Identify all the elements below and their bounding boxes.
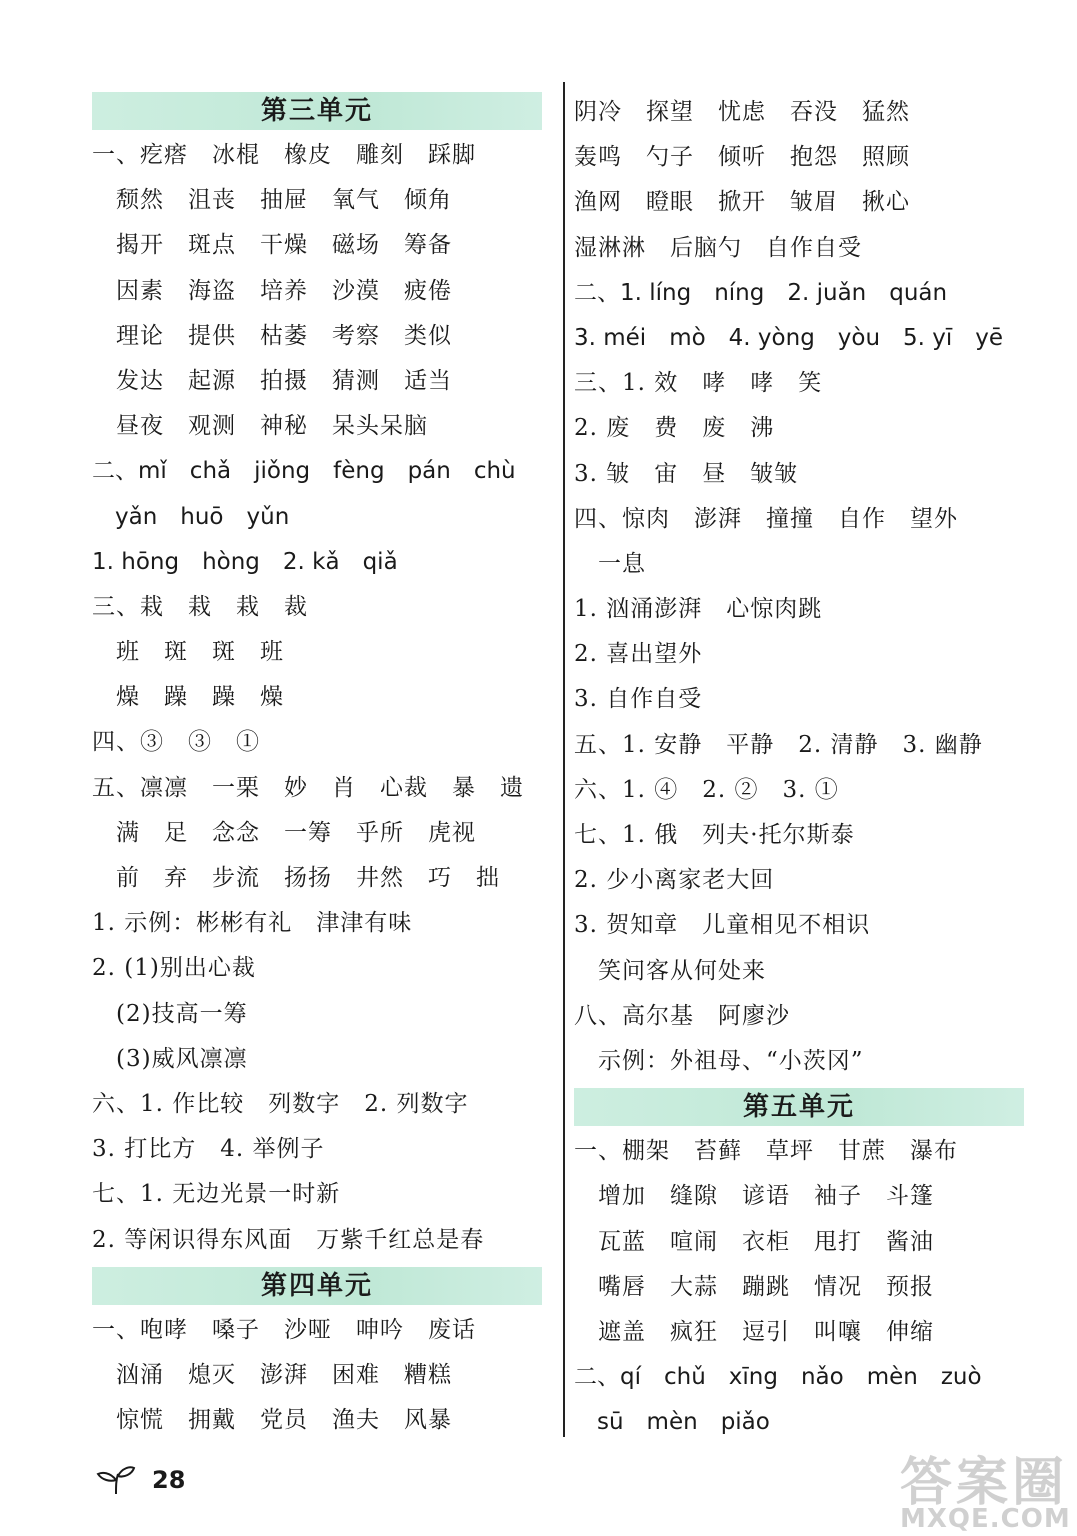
answer-line: 3. 打比方 4. 举例子 bbox=[92, 1136, 325, 1163]
answer-line: 八、高尔基 阿廖沙 bbox=[574, 1002, 790, 1029]
answer-line: 三、栽 栽 栽 裁 bbox=[92, 593, 308, 620]
answer-line: 燥 躁 躁 燥 bbox=[92, 684, 284, 711]
answer-line: 轰鸣 勺子 倾听 抱怨 照顾 bbox=[574, 144, 910, 171]
answer-line: 一、咆哮 嗓子 沙哑 呻吟 废话 bbox=[92, 1316, 476, 1343]
answer-line: (3)威风凛凛 bbox=[92, 1045, 248, 1072]
watermark-main: 答案圈 bbox=[900, 1453, 1069, 1513]
answer-line: 四、惊肉 澎湃 撞撞 自作 望外 bbox=[574, 505, 958, 532]
answer-line: 3. 皱 宙 昼 皱皱 bbox=[574, 460, 799, 487]
answer-line: 前 弃 步流 扬扬 井然 巧 拙 bbox=[92, 865, 500, 891]
answer-line: 五、1. 安静 平静 2. 清静 3. 幽静 bbox=[574, 731, 983, 758]
answer-line: 3. 贺知章 儿童相见不相识 bbox=[574, 912, 871, 939]
watermark-sub: MXQE.COM bbox=[900, 1504, 1071, 1534]
answer-line: 湿淋淋 后脑勺 自作自受 bbox=[574, 234, 862, 261]
sprout-icon bbox=[96, 1464, 136, 1496]
answer-line: 七、1. 俄 列夫·托尔斯泰 bbox=[574, 822, 855, 848]
answer-line: 汹涌 熄灭 澎湃 困难 糟糕 bbox=[92, 1361, 452, 1388]
answer-line: 颓然 沮丧 抽屉 氧气 倾角 bbox=[92, 187, 452, 214]
answer-line: 六、1. ④ 2. ② 3. ① bbox=[574, 776, 839, 803]
answer-line: 二、1. líng níng 2. juǎn quán bbox=[574, 279, 948, 306]
answer-line: 瓦蓝 喧闹 衣柜 甩打 酱油 bbox=[574, 1228, 934, 1255]
answer-line: yǎn huō yǔn bbox=[92, 503, 290, 530]
answer-line: 一、疙瘩 冰棍 橡皮 雕刻 踩脚 bbox=[92, 142, 476, 168]
answer-line: 理论 提供 枯萎 考察 类似 bbox=[92, 322, 452, 349]
answer-line: 1. 示例：彬彬有礼 津津有味 bbox=[92, 910, 413, 937]
answer-line: 惊慌 拥戴 党员 渔夫 风暴 bbox=[92, 1407, 452, 1434]
answer-line: 遮盖 疯狂 逗引 叫嚷 伸缩 bbox=[574, 1318, 934, 1345]
answer-line: 2. 等闲识得东风面 万紫千红总是春 bbox=[92, 1226, 485, 1253]
answer-line: 昼夜 观测 神秘 呆头呆脑 bbox=[92, 413, 428, 440]
answer-line: 2. 喜出望外 bbox=[574, 641, 703, 668]
page-number: 28 bbox=[152, 1466, 186, 1494]
answer-line: 一、棚架 苔藓 草坪 甘蔗 瀑布 bbox=[574, 1138, 958, 1165]
answer-line: sū mèn piǎo bbox=[574, 1409, 770, 1436]
answer-line: 因素 海盗 培养 沙漠 疲倦 bbox=[92, 277, 452, 304]
answer-line: 2. 废 费 废 沸 bbox=[574, 415, 775, 442]
answer-line: 阴冷 探望 忧虑 吞没 猛然 bbox=[574, 99, 910, 125]
answer-line: 五、凛凛 一栗 妙 肖 心裁 暴 遗 bbox=[92, 774, 524, 801]
answer-line: 班 斑 斑 班 bbox=[92, 639, 284, 666]
answer-line: 1. hōng hòng 2. kǎ qiǎ bbox=[92, 548, 398, 575]
answer-line: 满 足 念念 一筹 乎所 虎视 bbox=[92, 819, 476, 846]
unit-heading: 第四单元 bbox=[92, 1267, 542, 1305]
answer-line: 示例：外祖母、“小茨冈” bbox=[574, 1047, 864, 1074]
answer-line: 三、1. 效 哮 哮 笑 bbox=[574, 370, 823, 397]
answer-line: 增加 缝隙 谚语 袖子 斗篷 bbox=[574, 1183, 934, 1210]
answer-line: 3. 自作自受 bbox=[574, 686, 703, 713]
answer-line: 四、③ ③ ① bbox=[92, 729, 260, 756]
left-column bbox=[92, 88, 542, 1443]
unit-heading: 第五单元 bbox=[574, 1088, 1024, 1126]
answer-line: 二、mǐ chǎ jiǒng fèng pán chù bbox=[92, 458, 516, 485]
watermark-logo bbox=[880, 1440, 1070, 1536]
answer-line: 揭开 斑点 干燥 磁场 筹备 bbox=[92, 232, 452, 259]
answer-line: 笑问客从何处来 bbox=[574, 957, 766, 984]
answer-line: 二、qí chǔ xīng nǎo mèn zuò bbox=[574, 1364, 982, 1391]
answer-line: 2. (1)别出心裁 bbox=[92, 955, 256, 982]
right-column bbox=[574, 90, 1024, 1445]
answer-line: (2)技高一筹 bbox=[92, 1000, 248, 1027]
answer-line: 发达 起源 拍摄 猜测 适当 bbox=[92, 367, 452, 394]
answer-line: 一息 bbox=[574, 550, 646, 577]
answer-line: 2. 少小离家老大回 bbox=[574, 867, 775, 894]
answer-line: 六、1. 作比较 列数字 2. 列数字 bbox=[92, 1090, 469, 1117]
unit-heading: 第三单元 bbox=[92, 92, 542, 130]
answer-line: 渔网 瞪眼 掀开 皱眉 揪心 bbox=[574, 189, 910, 216]
column-divider bbox=[563, 82, 565, 1437]
answer-line: 嘴唇 大蒜 蹦跳 情况 预报 bbox=[574, 1273, 934, 1300]
answer-line: 七、1. 无边光景一时新 bbox=[92, 1181, 341, 1208]
answer-line: 3. méi mò 4. yòng yòu 5. yī yē bbox=[574, 324, 1004, 351]
answer-line: 1. 汹涌澎湃 心惊肉跳 bbox=[574, 596, 823, 623]
